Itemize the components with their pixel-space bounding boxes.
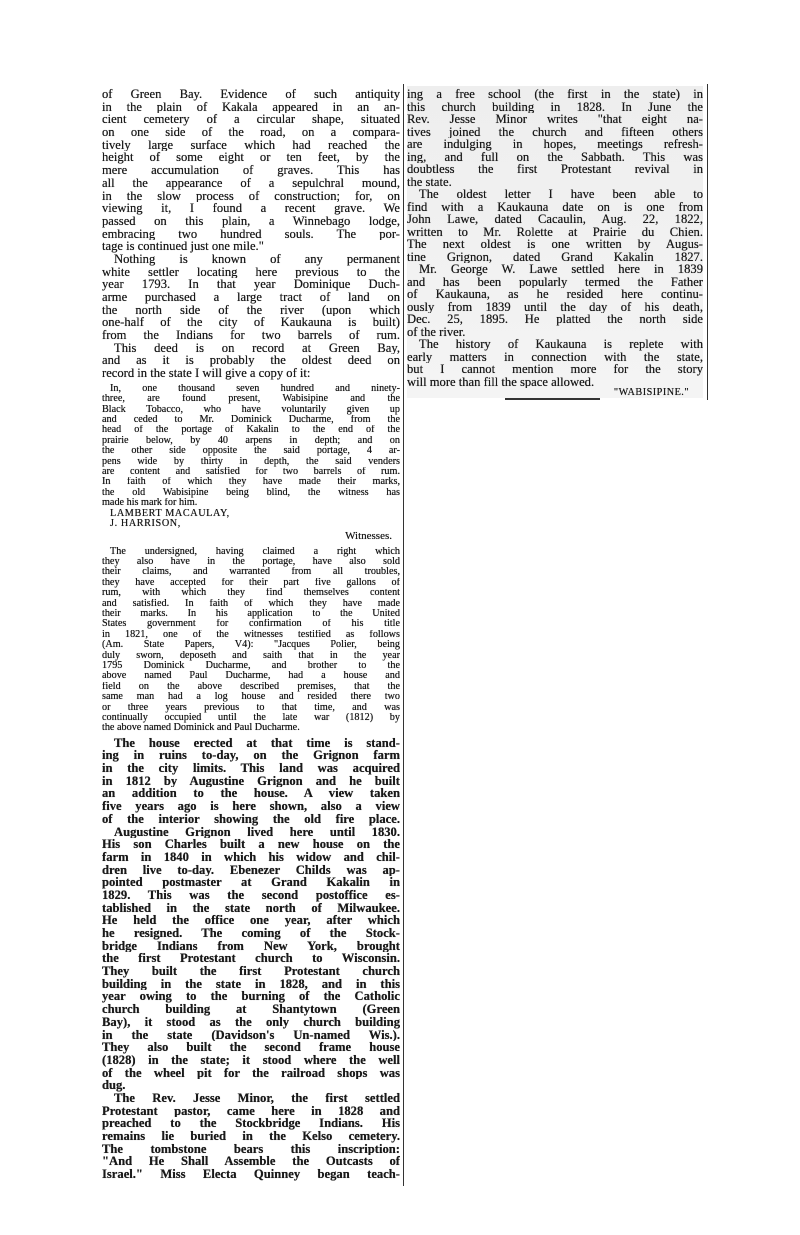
text-line: early matters in connection with the state, — [407, 350, 703, 363]
column-divider — [403, 84, 404, 1186]
text-line: but I cannot mention more for the story — [407, 363, 703, 376]
right-article-column — [407, 86, 703, 398]
text-line: of the wheel pit for the railroad shops was — [102, 1066, 400, 1080]
text-line: same man had a log house and resided there two — [102, 692, 400, 703]
text-line: duly sworn, deposeth and saith that in the year — [102, 650, 400, 661]
text-line: LAMBERT MACAULAY, — [110, 508, 230, 519]
text-line: of Kaukauna, as he resided here continu- — [407, 288, 703, 301]
text-line: or three years previous to that time, and was — [102, 702, 400, 713]
text-line: The next oldest is one written by Augus- — [407, 238, 703, 251]
text-line: they have accepted for their part five gallons of — [102, 577, 400, 588]
text-line: embracing two hundred souls. The por- — [102, 227, 400, 241]
text-line: year 1793. In that year Dominique Duch- — [102, 278, 400, 291]
text-line: are content and satisfied for two barrels of rum. — [102, 466, 400, 477]
text-line: one-half of the city of Kaukauna is built) — [102, 316, 400, 330]
text-line: The house erected at that time is stand- — [114, 736, 400, 750]
text-line: written to Mr. Rolette at Prairie du Chien. — [407, 225, 703, 238]
text-line: of Green Bay. Evidence of such antiquity — [102, 88, 400, 101]
text-line: the other side opposite the said portage, 4 ar- — [102, 446, 400, 457]
text-line: bridge Indians from New York, brought — [102, 939, 400, 953]
text-line: an addition to the house. A view taken — [102, 787, 400, 801]
text-line: record in the state I will give a copy of it: — [102, 367, 311, 380]
text-line: (Am. State Papers, V4): "Jacques Polier, being — [102, 640, 400, 651]
text-line: They built the first Protestant church — [102, 965, 400, 978]
text-line: Israel." Miss Electa Quinney began teach- — [102, 1168, 400, 1181]
text-line: preached to the Stockbridge Indians. His — [102, 1117, 400, 1131]
right-column-border — [707, 84, 708, 400]
text-line: in the plain of Kakala appeared in an an- — [102, 100, 400, 114]
text-line: They also built the second frame house — [102, 1041, 400, 1054]
text-line: The tombstone bears this inscription: — [102, 1142, 400, 1156]
text-line: tively large surface which had reached the — [102, 138, 400, 152]
text-line: Rev. Jesse Minor writes "that eight na- — [407, 113, 703, 126]
text-line: year owing to the burning of the Catholic — [102, 990, 400, 1004]
text-line: he resigned. The coming of the Stock- — [102, 927, 400, 940]
text-line: 1795 Dominick Ducharme, and brother to the — [102, 660, 400, 671]
text-line: The oldest letter I have been able to — [419, 188, 703, 201]
text-line: all the appearance of a sepulchral mound, — [102, 176, 400, 190]
text-line: their marks. In his application to the United — [102, 609, 400, 620]
text-line: in the city limits. This land was acquired — [102, 762, 400, 775]
text-line: in the slow process of construction; for, on — [102, 189, 400, 203]
text-line: cient cemetery of a circular shape, situated — [102, 113, 400, 127]
left-article-column — [102, 88, 400, 1181]
text-line: J. HARRISON, — [110, 518, 181, 529]
text-line: Protestant pastor, came here in 1828 and — [102, 1104, 400, 1118]
text-line: church building at Shantytown (Green — [102, 1003, 400, 1016]
article-end-rule — [505, 398, 600, 400]
text-line: and satisfied. In faith of which they have made — [102, 598, 400, 609]
text-line: field on the above described premises, that the — [102, 681, 400, 692]
text-line: Mr. George W. Lawe settled here in 1839 — [419, 263, 703, 276]
text-line: they also have in the portage, have also sold — [102, 557, 400, 568]
text-line: and has been popularly termed the Father — [407, 275, 703, 288]
text-line: on one side of the road, on a compara- — [102, 126, 400, 139]
text-line: rum, with which they find themselves content — [102, 588, 400, 599]
text-line: In, one thousand seven hundred and ninety- — [110, 383, 400, 394]
text-line: continually occupied until the late war (1812) by — [102, 712, 400, 723]
text-line: (1828) in the state; it stood where the well — [102, 1053, 400, 1067]
text-line: ously from 1839 until the day of his death, — [407, 300, 703, 313]
text-line: tine Grignon, dated Grand Kakalin 1827. — [407, 250, 703, 263]
text-line: doubtless the first Protestant revival in — [407, 163, 703, 176]
text-line: three, are found present, Wabisipine and the — [102, 394, 400, 405]
text-line: height of some eight or ten feet, by the — [102, 151, 400, 165]
text-line: and ceded to Mr. Dominick Ducharme, from the — [102, 414, 400, 425]
text-line: head of the portage of Kakalin to the end of the — [102, 425, 400, 436]
text-line: pointed postmaster at Grand Kakalin in — [102, 876, 400, 889]
text-line: tives joined the church and fifteen others — [407, 125, 703, 138]
text-line: tage is continued just one mile." — [102, 240, 264, 253]
text-line: of the river. — [407, 325, 466, 338]
text-line: in the state (Davidson's Un-named Wis.). — [102, 1028, 400, 1042]
text-line: will more than fill the space allowed. — [407, 375, 595, 388]
text-line: Black Tobacco, who have voluntarily given up — [102, 404, 400, 415]
text-line: dren live to-day. Ebenezer Childs was ap- — [102, 863, 400, 877]
text-line: mere accumulation of graves. This has — [102, 164, 400, 177]
text-line: made his mark for him. — [102, 498, 198, 509]
text-line: from the Indians for two barrels of rum. — [102, 329, 400, 342]
text-line: "And He Shall Assemble the Outcasts of — [102, 1155, 400, 1169]
text-line: white settler locating here previous to the — [102, 265, 400, 279]
author-signature: "WABISIPINE." — [613, 388, 689, 398]
text-line: building in the state in 1828, and in this — [102, 977, 400, 991]
text-line: farm in 1840 in which his widow and chil- — [102, 850, 400, 864]
text-line: five years ago is here shown, also a view — [102, 800, 400, 813]
text-line: their claims, and warranted from all troubles, — [102, 567, 400, 578]
text-line: arme purchased a large tract of land on — [102, 291, 400, 304]
text-line: The undersigned, having claimed a right which — [110, 546, 400, 557]
text-line: Nothing is known of any permanent — [114, 252, 400, 266]
text-line: He held the office one year, after which — [102, 914, 400, 928]
text-line: 1829. This was the second postoffice es- — [102, 888, 400, 902]
text-line: the state. — [407, 175, 452, 188]
text-line: In faith of which they have made their marks, — [102, 477, 400, 488]
text-line: and as it is probably the oldest deed on — [102, 354, 400, 368]
text-line: viewing it, I found a recent grave. We — [102, 202, 400, 215]
text-line: prairie below, by 40 arpens in depth; and on — [102, 435, 400, 446]
text-line: States government for confirmation of his title — [102, 619, 400, 630]
text-line: remains lie buried in the Kelso cemetery. — [102, 1130, 400, 1143]
text-line: in 1812 by Augustine Grignon and he built — [102, 774, 400, 788]
text-line: John Lawe, dated Cacaulin, Aug. 22, 1822, — [407, 213, 703, 226]
text-line: The history of Kaukauna is replete with — [419, 338, 703, 351]
text-line: ing in ruins to-day, on the Grignon farm — [102, 749, 400, 763]
text-line: Dec. 25, 1895. He platted the north side — [407, 313, 703, 326]
text-line: ing, and full on the Sabbath. This was — [407, 150, 703, 163]
text-line: this church building in 1828. In June the — [407, 100, 703, 113]
text-line: Bay), it stood as the only church building — [102, 1015, 400, 1029]
text-line: the north side of the river (upon which — [102, 303, 400, 317]
text-line: Augustine Grignon lived here until 1830. — [114, 825, 400, 839]
text-line: dug. — [102, 1079, 126, 1092]
text-line: tablished in the state north of Milwaukee. — [102, 901, 400, 915]
text-line: His son Charles built a new house on the — [102, 838, 400, 851]
text-line: Witnesses. — [345, 531, 392, 542]
text-line: passed on this plain, a Winnebago lodge, — [102, 214, 400, 228]
text-line: This deed is on record at Green Bay, — [114, 341, 400, 355]
text-line: find with a Kaukauna date on is one from — [407, 200, 703, 213]
text-line: the old Wabisipine being blind, the witness has — [102, 487, 400, 498]
text-line: ing a free school (the first in the state) in — [407, 88, 703, 101]
text-line: are indulging in hopes, meetings refresh- — [407, 138, 703, 151]
text-line: of the interior showing the old fire place. — [102, 812, 400, 826]
text-line: the above named Dominick and Paul Ducharme. — [102, 723, 300, 734]
text-line: above named Paul Ducharme, had a house and — [102, 671, 400, 682]
text-line: in 1821, one of the witnesses testified as follows — [102, 629, 400, 640]
text-line: the first Protestant church to Wisconsin. — [102, 952, 400, 966]
text-line: pens wide by thirty in depth, the said venders — [102, 456, 400, 467]
text-line: The Rev. Jesse Minor, the first settled — [114, 1091, 400, 1105]
